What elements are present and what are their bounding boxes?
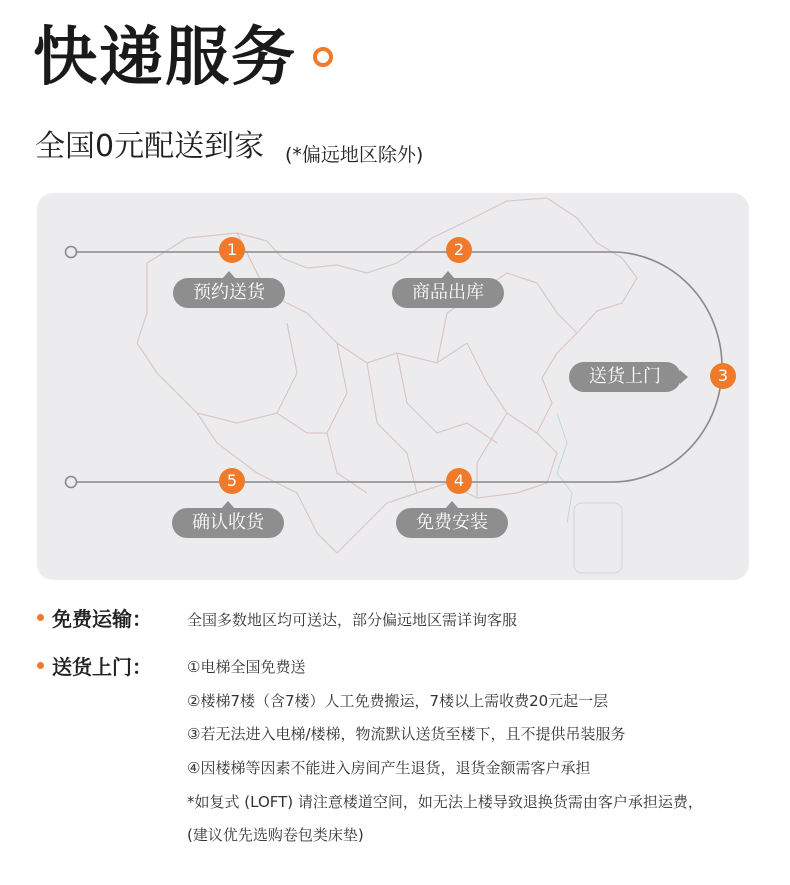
delivery-process-map xyxy=(37,193,749,580)
page-title: 快递服务 xyxy=(33,21,297,95)
subtitle-note: (*偏远地区除外) xyxy=(285,144,424,166)
route-end-point xyxy=(66,477,77,488)
door-delivery-line-2: ②楼梯7楼（含7楼）人工免费搬运，7楼以上需收费20元起一层 xyxy=(187,692,609,710)
door-delivery-line-1: ①电梯全国免费送 xyxy=(187,658,306,676)
step-4-label: 免费安装 xyxy=(396,508,508,538)
free-shipping-text: 全国多数地区均可送达，部分偏远地区需详询客服 xyxy=(187,611,518,629)
door-delivery-label xyxy=(37,651,152,680)
door-delivery-suggestion: (建议优先选购卷包类床垫) xyxy=(187,826,364,844)
step-3-badge: 3 xyxy=(710,363,736,389)
page-subtitle: 全国0元配送到家 xyxy=(35,129,265,164)
door-delivery-note: *如复式 (LOFT) 请注意楼道空间，如无法上楼导致退换货需由客户承担运费， xyxy=(187,793,703,811)
step-3-label: 送货上门 xyxy=(569,362,681,392)
step-2-badge: 2 xyxy=(446,237,472,263)
step-5-label: 确认收货 xyxy=(172,508,284,538)
step-2-label: 商品出库 xyxy=(392,278,504,308)
route-start-point xyxy=(66,247,77,258)
step-1-label: 预约送货 xyxy=(173,278,285,308)
bullet-dot-icon xyxy=(37,614,44,621)
step-1-badge: 1 xyxy=(219,237,245,263)
door-delivery-label-text: 送货上门： xyxy=(52,655,152,679)
door-delivery-line-3: ③若无法进入电梯/楼梯，物流默认送货至楼下，且不提供吊装服务 xyxy=(187,725,626,743)
step-4-badge: 4 xyxy=(446,468,472,494)
step-5-badge: 5 xyxy=(219,468,245,494)
free-shipping-label-text: 免费运输： xyxy=(52,607,152,631)
free-shipping-label xyxy=(37,603,152,632)
door-delivery-line-4: ④因楼梯等因素不能进入房间产生退货，退货金额需客户承担 xyxy=(187,759,591,777)
bullet-dot-icon xyxy=(37,662,44,669)
title-accent-circle-icon xyxy=(313,47,333,67)
